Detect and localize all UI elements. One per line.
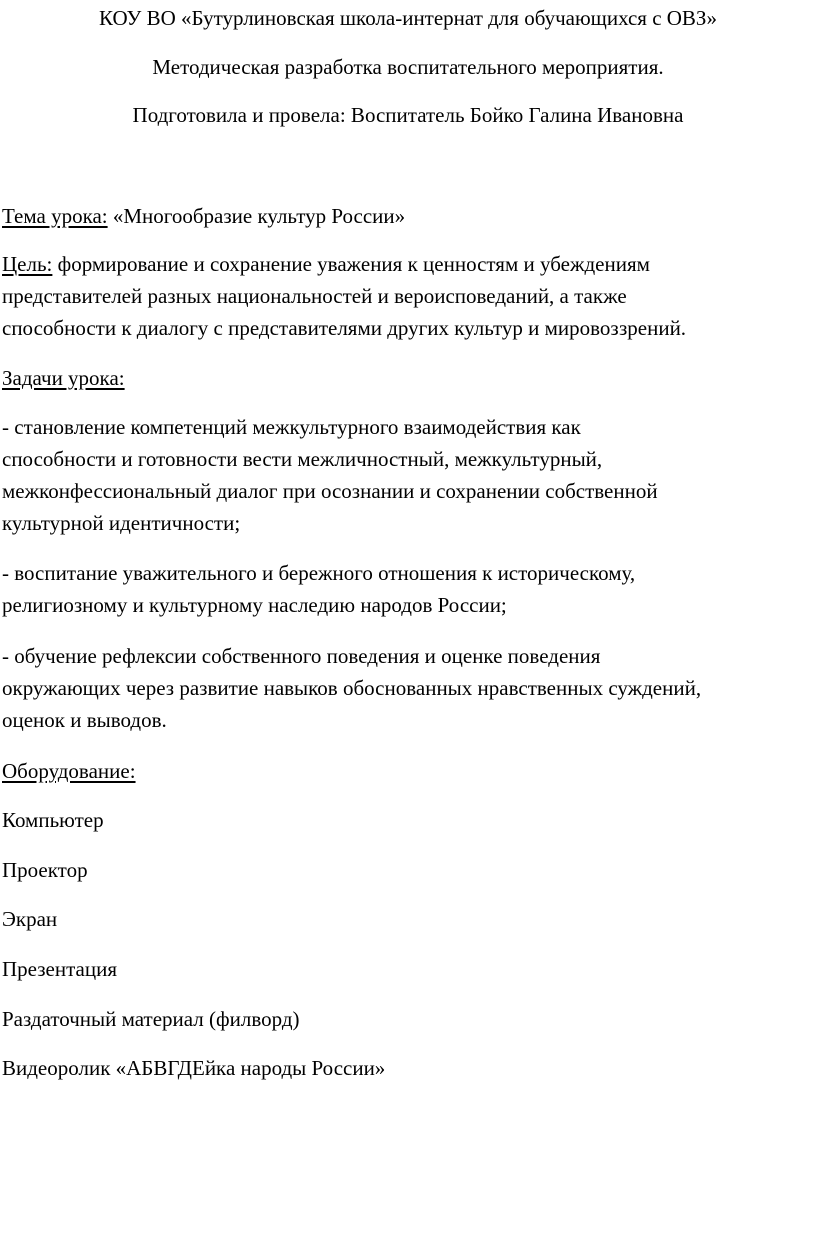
task-3-line: окружающих через развитие навыков обоснованных нравственных суждений, <box>2 676 702 700</box>
equipment-heading <box>2 755 814 787</box>
author-line: Подготовила и провела: Воспитатель Бойко Галина Ивановна <box>132 103 684 127</box>
tasks-heading <box>2 362 814 394</box>
task-1-line: межконфессиональный диалог при осознании и сохранении собственной <box>2 479 658 503</box>
equipment-label: Оборудование: <box>2 759 136 783</box>
equipment-item: Видеоролик «АБВГДЕйка народы России» <box>2 1056 386 1080</box>
task-3 <box>2 640 814 736</box>
task-1-line: - становление компетенций межкультурного взаимодействия как <box>2 415 581 439</box>
equipment-item: Раздаточный материал (филворд) <box>2 1007 300 1031</box>
equipment-item: Экран <box>2 907 58 931</box>
tasks-label: Задачи урока: <box>2 366 125 390</box>
task-2-line: - воспитание уважительного и бережного отношения к историческому, <box>2 561 636 585</box>
task-1-line: способности и готовности вести межличностный, межкультурный, <box>2 447 603 471</box>
equipment-item: Компьютер <box>2 808 104 832</box>
goal-label: Цель: <box>2 252 53 276</box>
task-1 <box>2 411 814 539</box>
task-1-line: культурной идентичности; <box>2 511 241 535</box>
task-2-line: религиозному и культурному наследию народов России; <box>2 593 507 617</box>
goal-line-3: способности к диалогу с представителями других культур и мировоззрений. <box>2 316 687 340</box>
topic-value: «Многообразие культур России» <box>107 204 406 228</box>
topic-label: Тема урока: <box>2 204 108 228</box>
topic-line <box>2 200 814 232</box>
task-3-line: - обучение рефлексии собственного поведения и оценке поведения <box>2 644 601 668</box>
institution-title: КОУ ВО «Бутурлиновская школа-интернат для обучающихся с ОВЗ» <box>99 6 717 30</box>
equipment-item: Проектор <box>2 858 88 882</box>
document-subtitle: Методическая разработка воспитательного мероприятия. <box>152 55 664 79</box>
equipment-item: Презентация <box>2 957 117 981</box>
task-2 <box>2 557 814 621</box>
task-3-line: оценок и выводов. <box>2 708 167 732</box>
goal-line-2: представителей разных национальностей и вероисповеданий, а также <box>2 284 627 308</box>
goal-text-1: формирование и сохранение уважения к ценностям и убеждениям <box>52 252 650 276</box>
goal-line-1 <box>2 248 814 280</box>
goal-paragraph <box>2 248 814 344</box>
